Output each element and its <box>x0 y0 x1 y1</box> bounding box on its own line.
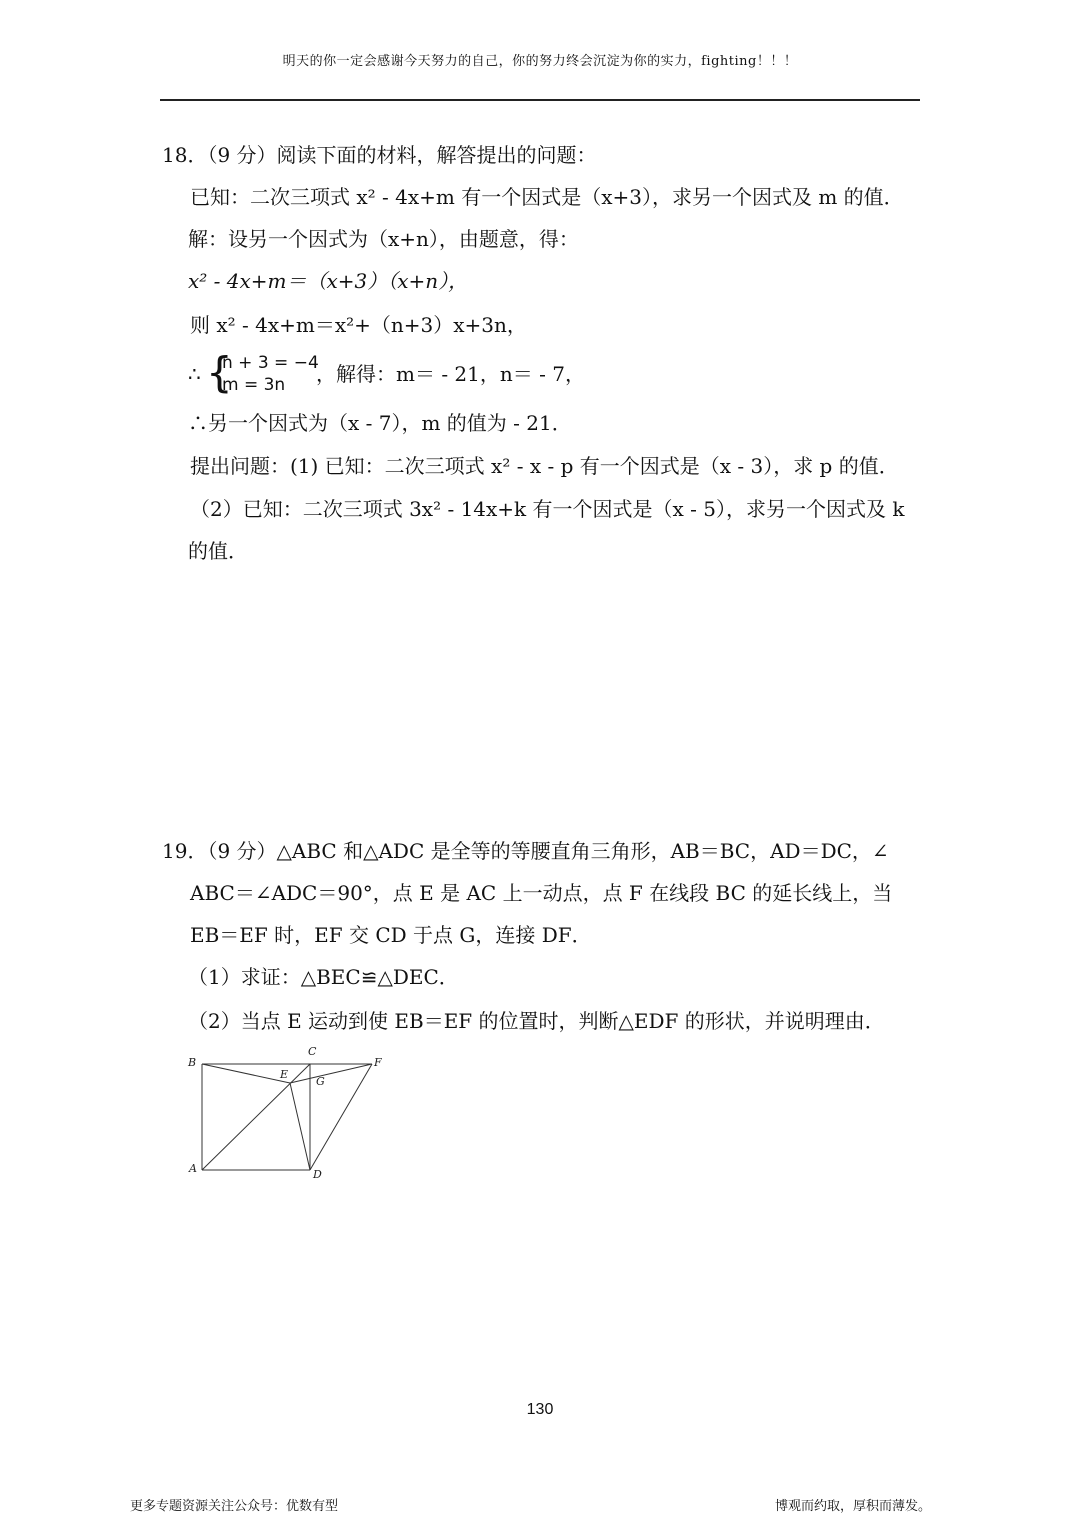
q18-question-2-line-1: （2）已知：二次三项式 3x² - 14x+k 有一个因式是（x - 5），求另一个因式及 k <box>190 497 905 521</box>
q18-system-result: ，解得：m＝ - 21，n＝ - 7， <box>316 362 585 386</box>
q18-solution-intro: 解：设另一个因式为（x+n），由题意，得： <box>188 227 579 251</box>
q19-part-2: （2）当点 E 运动到使 EB＝EF 的位置时，判断△EDF 的形状，并说明理由． <box>188 1009 885 1033</box>
q19-geometry-figure <box>180 1040 400 1185</box>
q18-therefore-symbol: ∴ <box>188 362 201 386</box>
label-g: G <box>316 1075 325 1088</box>
q18-system-bottom: m = 3n <box>222 375 286 395</box>
q18-question-1: 提出问题：(1) 已知：二次三项式 x² - x - p 有一个因式是（x - 3），求 p 的值． <box>190 454 899 478</box>
q19-part-1: （1）求证：△BEC≌△DEC． <box>188 965 459 989</box>
q18-given: 已知：二次三项式 x² - 4x+m 有一个因式是（x+3），求另一个因式及 m 的值． <box>190 185 904 209</box>
footer-right: 博观而约取，厚积而薄发。 <box>775 1499 932 1514</box>
q18-system-top: n + 3 = −4 <box>222 353 319 373</box>
page-number: 130 <box>526 1401 554 1418</box>
label-c: C <box>308 1045 317 1058</box>
label-b: B <box>188 1056 197 1069</box>
q18-question-2-line-2: 的值． <box>188 539 248 563</box>
segment-ef <box>290 1064 372 1083</box>
segment-eb <box>202 1064 290 1083</box>
label-d: D <box>313 1168 322 1181</box>
q19-line-3: EB＝EF 时，EF 交 CD 于点 G，连接 DF． <box>190 923 592 947</box>
q19-line-2: ABC＝∠ADC＝90°，点 E 是 AC 上一动点，点 F 在线段 BC 的延长线上，当 <box>190 881 893 905</box>
segment-ed <box>290 1083 310 1170</box>
q18-equation-2: 则 x² - 4x+m＝x²+（n+3）x+3n， <box>190 313 527 337</box>
label-f: F <box>374 1056 382 1069</box>
label-e: E <box>280 1068 289 1081</box>
label-a: A <box>189 1162 197 1175</box>
q18-equation-1: x² - 4x+m＝（x+3）（x+n）， <box>188 269 469 293</box>
footer-left: 更多专题资源关注公众号：优数有型 <box>130 1499 339 1514</box>
q18-title: 18．（9 分）阅读下面的材料，解答提出的问题： <box>162 143 597 167</box>
q18-system-brace: { <box>206 348 233 397</box>
q19-line-1: 19．（9 分）△ABC 和△ADC 是全等的等腰直角三角形，AB＝BC，AD＝DC，∠ <box>162 839 889 863</box>
header-divider <box>160 99 920 101</box>
q18-conclusion: ∴另一个因式为（x - 7），m 的值为 - 21． <box>188 411 572 435</box>
segment-ac <box>202 1064 310 1170</box>
header-motto: 明天的你一定会感谢今天努力的自己，你的努力终会沉淀为你的实力，fighting！！！ <box>282 54 798 69</box>
